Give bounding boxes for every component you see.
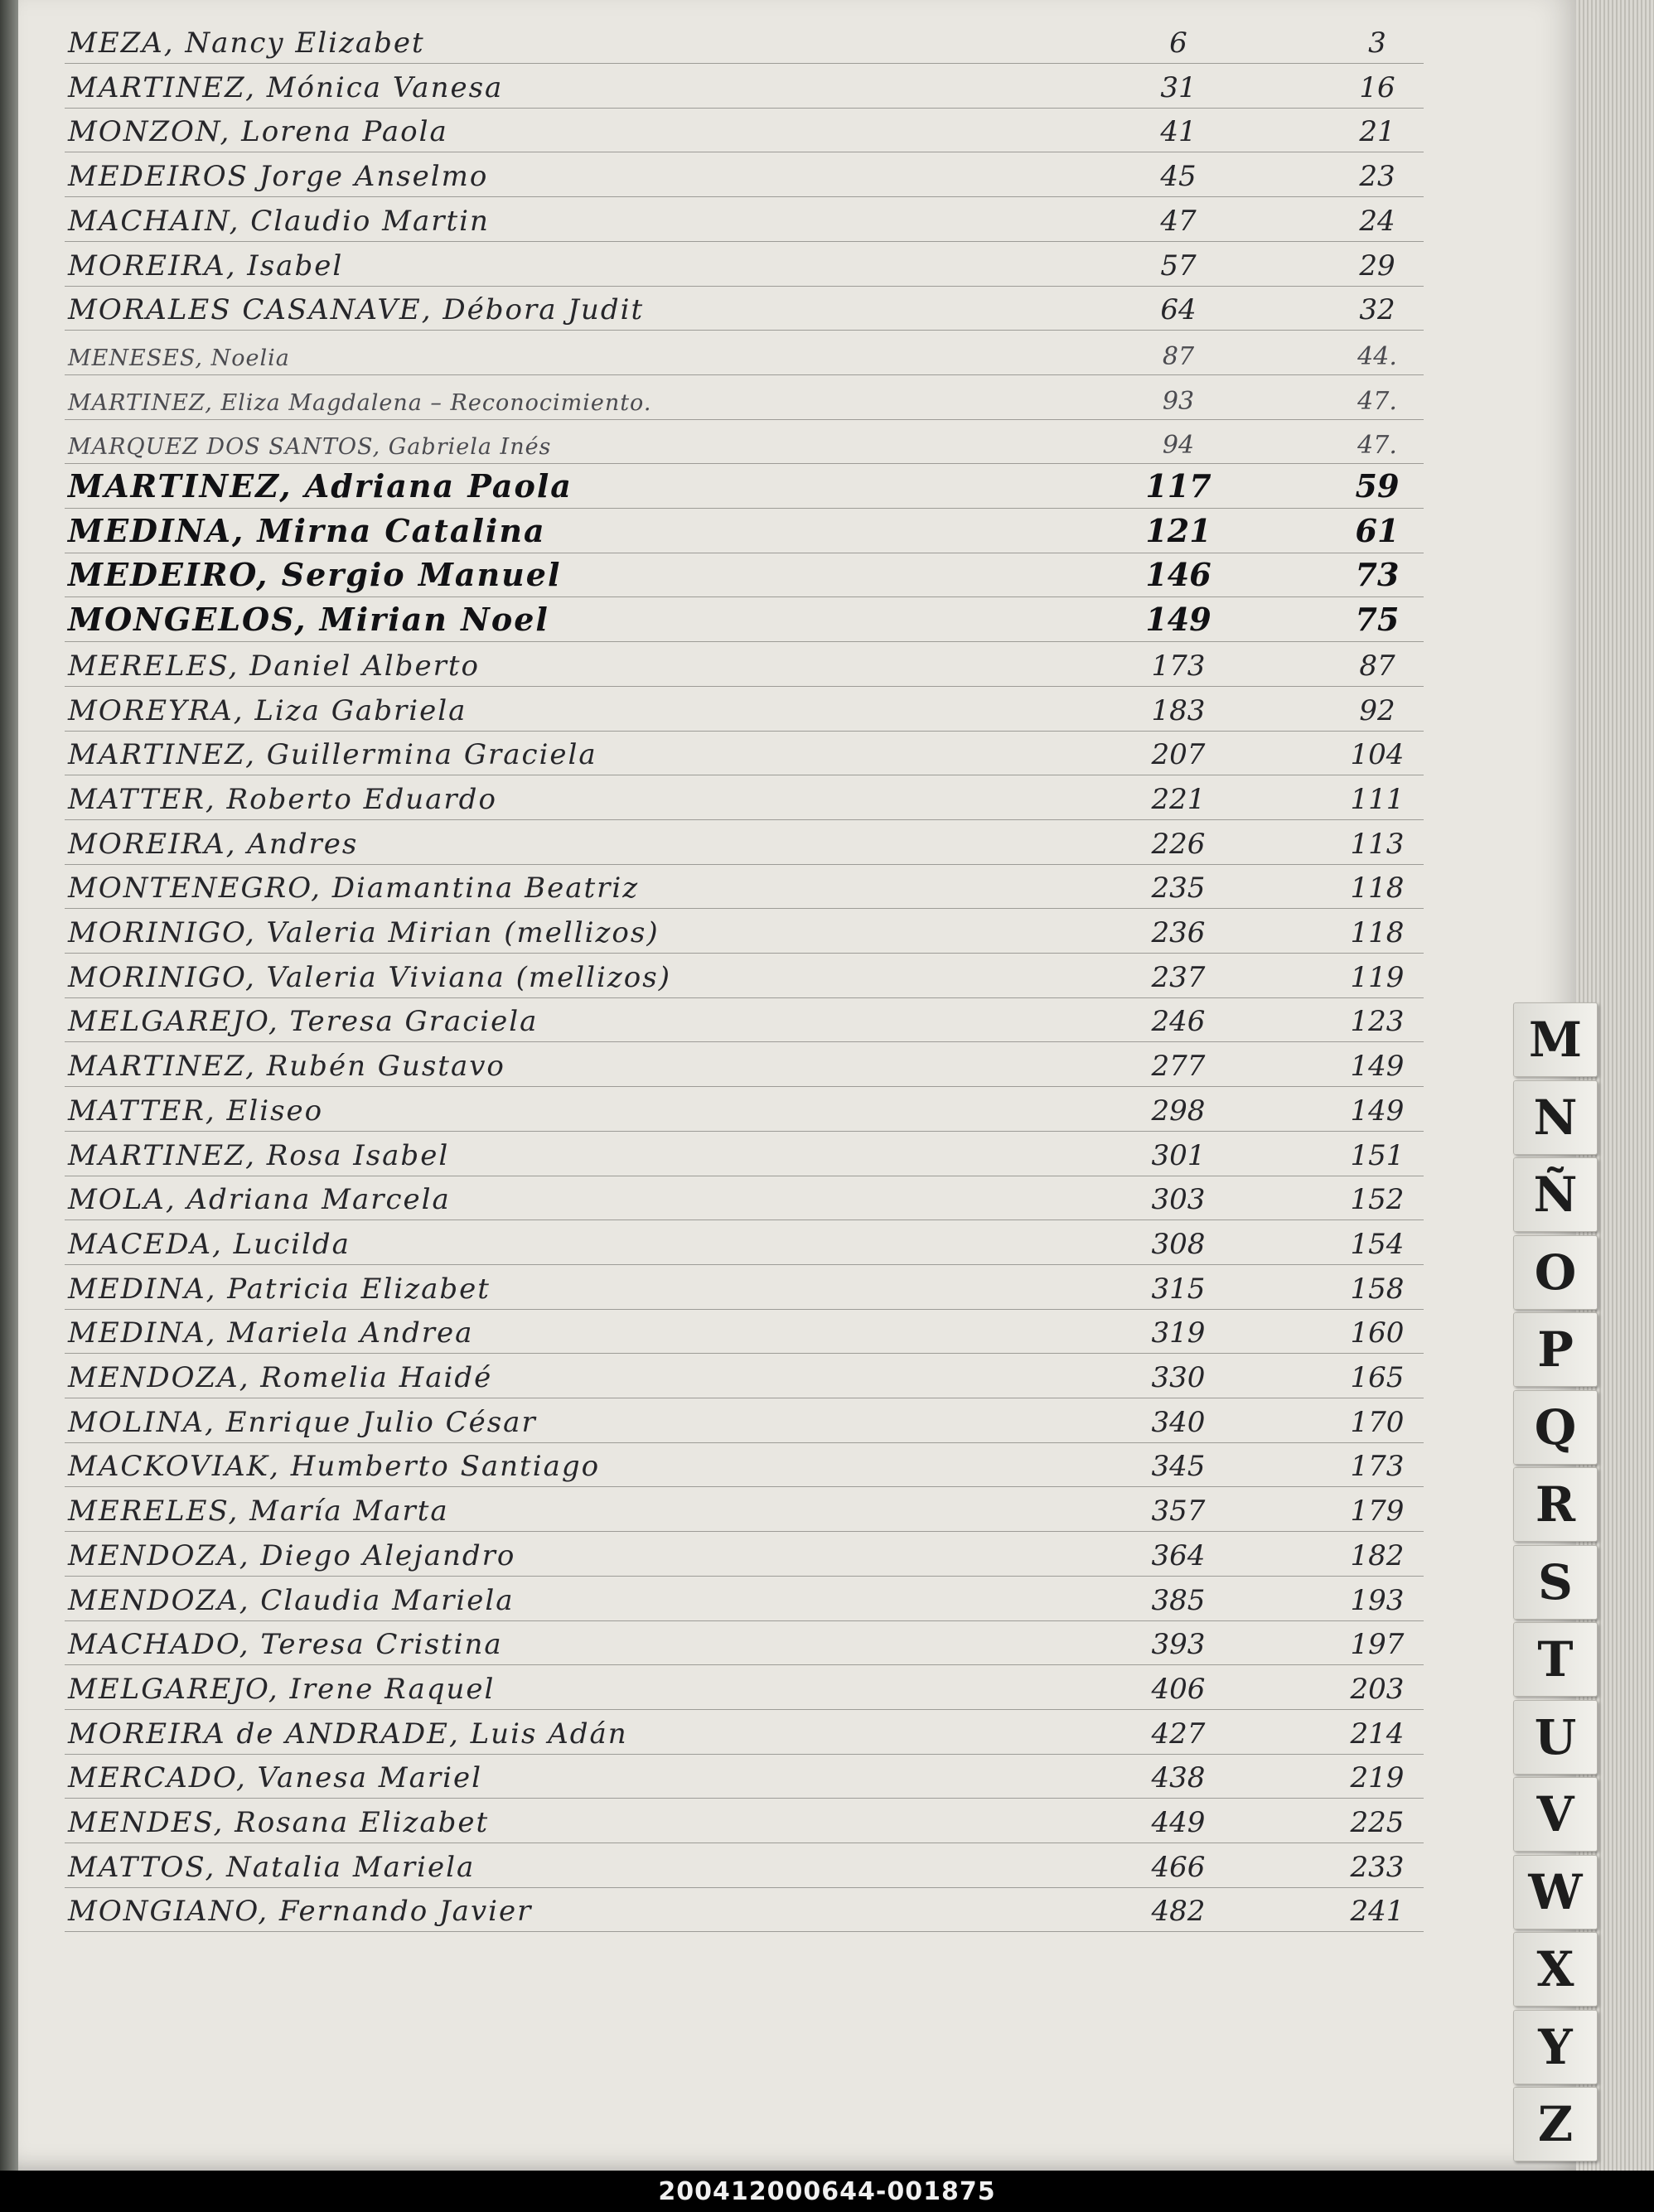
entry-page: 197 (1350, 1628, 1405, 1662)
ledger-row (18, 1264, 1576, 1309)
entry-page: 225 (1350, 1806, 1405, 1839)
entry-page: 29 (1359, 249, 1395, 283)
ledger-row (18, 1308, 1576, 1353)
ledger-row (18, 1753, 1576, 1798)
entry-page: 16 (1359, 70, 1395, 104)
ledger-row (18, 1486, 1576, 1531)
index-tab[interactable]: Z (1513, 2087, 1598, 2161)
entry-name: MATTOS, Natalia Mariela (68, 1850, 476, 1884)
entry-page: 149 (1350, 1050, 1405, 1084)
entry-number: 246 (1151, 1005, 1206, 1039)
entry-name: MEZA, Nancy Elizabet (68, 27, 425, 60)
ledger-row (18, 1131, 1576, 1176)
entry-number: 298 (1151, 1094, 1206, 1128)
ledger-row (18, 330, 1576, 374)
entry-name: MENDOZA, Diego Alejandro (68, 1538, 516, 1572)
entry-name: MELGAREJO, Irene Raquel (68, 1672, 496, 1706)
entry-name: MOREYRA, Liza Gabriela (68, 693, 467, 727)
entry-number: 173 (1151, 649, 1206, 683)
entry-name: MORALES CASANAVE, Débora Judit (68, 293, 645, 327)
entry-name: MACHADO, Teresa Cristina (68, 1628, 503, 1662)
ledger-row (18, 1709, 1576, 1754)
entry-page: 173 (1350, 1450, 1405, 1484)
entry-number: 93 (1162, 386, 1195, 416)
entry-page: 61 (1355, 511, 1400, 549)
entry-name: MEDEIROS Jorge Anselmo (68, 160, 489, 194)
entry-name: MOLA, Adriana Marcela (68, 1183, 451, 1217)
ledger-row (18, 997, 1576, 1041)
entry-page: 118 (1350, 872, 1405, 906)
entry-name: MOREIRA de ANDRADE, Luis Adán (68, 1717, 628, 1751)
entry-name: MEDINA, Mirna Catalina (68, 511, 546, 549)
entry-number: 393 (1151, 1628, 1206, 1662)
index-tab[interactable]: R (1513, 1467, 1598, 1542)
ledger-page (18, 0, 1576, 2171)
ledger-row (18, 63, 1576, 108)
ledger-row (18, 730, 1576, 775)
entry-name: MACKOVIAK, Humberto Santiago (68, 1450, 601, 1484)
entry-number: 427 (1151, 1717, 1206, 1751)
ledger-row (18, 863, 1576, 908)
ledger-row (18, 1843, 1576, 1887)
entry-page: 44. (1357, 341, 1397, 371)
entry-name: MERELES, María Marta (68, 1495, 449, 1529)
entry-number: 45 (1160, 160, 1197, 194)
document-id: 200412000644-001875 (658, 2176, 996, 2206)
ledger-row (18, 1353, 1576, 1398)
entry-page: 154 (1350, 1227, 1405, 1261)
entry-name: MARTINEZ, Rosa Isabel (68, 1138, 450, 1172)
entry-page: 152 (1350, 1183, 1405, 1217)
entry-page: 87 (1359, 649, 1395, 683)
image-footer (0, 2171, 1654, 2212)
entry-page: 149 (1350, 1094, 1405, 1128)
ledger-row (18, 1664, 1576, 1709)
index-tab[interactable]: V (1513, 1777, 1598, 1852)
entry-page: 160 (1350, 1316, 1405, 1350)
entry-page: 119 (1350, 960, 1405, 994)
entry-number: 41 (1160, 115, 1197, 149)
entry-name: MEDEIRO, Sergio Manuel (68, 556, 562, 594)
entry-name: MATTER, Roberto Eduardo (68, 782, 497, 816)
ledger-row (18, 1219, 1576, 1264)
entry-number: 277 (1151, 1050, 1206, 1084)
index-tab[interactable]: M (1513, 1002, 1598, 1077)
entry-number: 406 (1151, 1672, 1206, 1706)
entry-page: 113 (1350, 827, 1405, 861)
entry-number: 301 (1151, 1138, 1206, 1172)
entry-page: 151 (1350, 1138, 1405, 1172)
ledger-row (18, 686, 1576, 731)
entry-number: 226 (1151, 827, 1206, 861)
entry-page: 182 (1350, 1538, 1405, 1572)
entry-page: 193 (1350, 1583, 1405, 1617)
entry-number: 449 (1151, 1806, 1206, 1839)
entry-number: 330 (1151, 1361, 1206, 1394)
entry-number: 183 (1151, 693, 1206, 727)
entry-name: MORINIGO, Valeria Viviana (mellizos) (68, 960, 671, 994)
index-tab[interactable]: Q (1513, 1390, 1598, 1465)
index-tab[interactable]: P (1513, 1312, 1598, 1387)
entry-name: MOREIRA, Isabel (68, 249, 344, 283)
entry-number: 340 (1151, 1405, 1206, 1439)
entry-page: 24 (1359, 204, 1395, 238)
ledger-row (18, 1398, 1576, 1442)
entry-number: 64 (1160, 293, 1197, 327)
entry-page: 47. (1357, 386, 1397, 416)
entry-page: 59 (1355, 467, 1400, 505)
entry-number: 6 (1169, 27, 1187, 60)
entry-number: 235 (1151, 872, 1206, 906)
entry-page: 123 (1350, 1005, 1405, 1039)
entry-page: 214 (1350, 1717, 1405, 1751)
entry-name: MOREIRA, Andres (68, 827, 359, 861)
ledger-row (18, 418, 1576, 463)
entry-name: MERELES, Daniel Alberto (68, 649, 480, 683)
entry-page: 233 (1350, 1850, 1405, 1884)
entry-page: 32 (1359, 293, 1395, 327)
entry-name: MARTINEZ, Guillermina Graciela (68, 738, 597, 772)
ruled-line (65, 1931, 1424, 1932)
ledger-row (18, 908, 1576, 953)
index-tab[interactable]: N (1513, 1080, 1598, 1155)
ledger-row (18, 463, 1576, 508)
entry-page: 92 (1359, 693, 1395, 727)
entry-page: 75 (1355, 601, 1400, 639)
entry-page: 111 (1350, 782, 1405, 816)
index-tab[interactable]: T (1513, 1622, 1598, 1697)
entry-number: 94 (1162, 431, 1195, 461)
ledger-row (18, 641, 1576, 686)
entry-page: 23 (1359, 160, 1395, 194)
ledger-row (18, 285, 1576, 330)
entry-number: 236 (1151, 916, 1206, 949)
entry-page: 219 (1350, 1761, 1405, 1795)
entry-number: 482 (1151, 1895, 1206, 1929)
ledger-row (18, 196, 1576, 241)
entry-number: 207 (1151, 738, 1206, 772)
entry-name: MARTINEZ, Adriana Paola (68, 467, 573, 505)
entry-number: 466 (1151, 1850, 1206, 1884)
ledger-row (18, 775, 1576, 819)
entry-page: 165 (1350, 1361, 1405, 1394)
entry-number: 149 (1145, 601, 1211, 639)
entry-name: MACHAIN, Claudio Martin (68, 204, 490, 238)
entry-number: 315 (1151, 1272, 1206, 1306)
entry-name: MEDINA, Mariela Andrea (68, 1316, 474, 1350)
entry-name: MEDINA, Patricia Elizabet (68, 1272, 491, 1306)
index-tab[interactable]: X (1513, 1932, 1598, 2007)
index-tab[interactable]: W (1513, 1855, 1598, 1929)
entry-page: 73 (1355, 556, 1400, 594)
entry-name: MONZON, Lorena Paola (68, 115, 448, 149)
ledger-row (18, 819, 1576, 864)
entry-number: 221 (1151, 782, 1206, 816)
entry-name: MONGIANO, Fernando Javier (68, 1895, 533, 1929)
entry-page: 158 (1350, 1272, 1405, 1306)
entry-number: 121 (1145, 511, 1211, 549)
ledger-row (18, 374, 1576, 419)
entry-name: MENDES, Rosana Elizabet (68, 1806, 490, 1839)
entry-page: 203 (1350, 1672, 1405, 1706)
ledger-row (18, 1798, 1576, 1843)
entry-number: 31 (1160, 70, 1197, 104)
index-tab[interactable]: Ñ (1513, 1157, 1598, 1232)
ledger-row (18, 953, 1576, 997)
entry-page: 241 (1350, 1895, 1405, 1929)
ledger-row (18, 107, 1576, 152)
index-tab[interactable]: O (1513, 1235, 1598, 1310)
entry-number: 146 (1145, 556, 1211, 594)
entry-page: 170 (1350, 1405, 1405, 1439)
ledger-row (18, 241, 1576, 286)
entry-name: MONTENEGRO, Diamantina Beatriz (68, 872, 640, 906)
entry-page: 21 (1359, 115, 1395, 149)
entry-name: MARTINEZ, Mónica Vanesa (68, 70, 504, 104)
entry-number: 438 (1151, 1761, 1206, 1795)
ledger-row (18, 1442, 1576, 1486)
entry-number: 308 (1151, 1227, 1206, 1261)
entry-number: 364 (1151, 1538, 1206, 1572)
ledger-row (18, 18, 1576, 63)
book-binding-edge (0, 0, 18, 2171)
entry-name: MENDOZA, Romelia Haidé (68, 1361, 493, 1394)
entry-number: 237 (1151, 960, 1206, 994)
entry-page: 104 (1350, 738, 1405, 772)
entry-number: 357 (1151, 1495, 1206, 1529)
ledger-row (18, 1886, 1576, 1931)
entry-page: 3 (1368, 27, 1386, 60)
entry-page: 118 (1350, 916, 1405, 949)
entry-name: MENESES, Noelia (68, 345, 290, 371)
entry-name: MELGAREJO, Teresa Graciela (68, 1005, 539, 1039)
index-tab[interactable]: U (1513, 1700, 1598, 1775)
ledger-row (18, 1620, 1576, 1664)
ledger-row (18, 596, 1576, 641)
entry-number: 345 (1151, 1450, 1206, 1484)
entry-page: 179 (1350, 1495, 1405, 1529)
ledger-row (18, 508, 1576, 553)
index-tab[interactable]: S (1513, 1545, 1598, 1620)
entry-number: 319 (1151, 1316, 1206, 1350)
entry-name: MATTER, Eliseo (68, 1094, 324, 1128)
index-tab[interactable]: Y (1513, 2010, 1598, 2084)
entry-number: 117 (1145, 467, 1211, 505)
entry-name: MARTINEZ, Rubén Gustavo (68, 1050, 505, 1084)
entry-name: MACEDA, Lucilda (68, 1227, 351, 1261)
entry-number: 385 (1151, 1583, 1206, 1617)
entry-number: 303 (1151, 1183, 1206, 1217)
ledger-row (18, 1175, 1576, 1219)
entry-name: MARQUEZ DOS SANTOS, Gabriela Inés (68, 434, 552, 461)
entry-name: MARTINEZ, Eliza Magdalena – Reconocimiento. (68, 389, 652, 416)
entry-name: MORINIGO, Valeria Mirian (mellizos) (68, 916, 660, 949)
entry-number: 47 (1160, 204, 1197, 238)
ledger-row (18, 152, 1576, 196)
entry-number: 87 (1162, 341, 1195, 371)
ledger-row (18, 1086, 1576, 1131)
entry-name: MONGELOS, Mirian Noel (68, 601, 549, 639)
entry-name: MENDOZA, Claudia Mariela (68, 1583, 515, 1617)
entry-name: MOLINA, Enrique Julio César (68, 1405, 537, 1439)
entry-number: 57 (1160, 249, 1197, 283)
ledger-row (18, 1041, 1576, 1086)
alphabet-index-tabs (1513, 1002, 1613, 2162)
entry-name: MERCADO, Vanesa Mariel (68, 1761, 483, 1795)
ledger-row (18, 1531, 1576, 1576)
ledger-row (18, 1576, 1576, 1620)
ledger-row (18, 552, 1576, 596)
entry-page: 47. (1357, 431, 1397, 461)
